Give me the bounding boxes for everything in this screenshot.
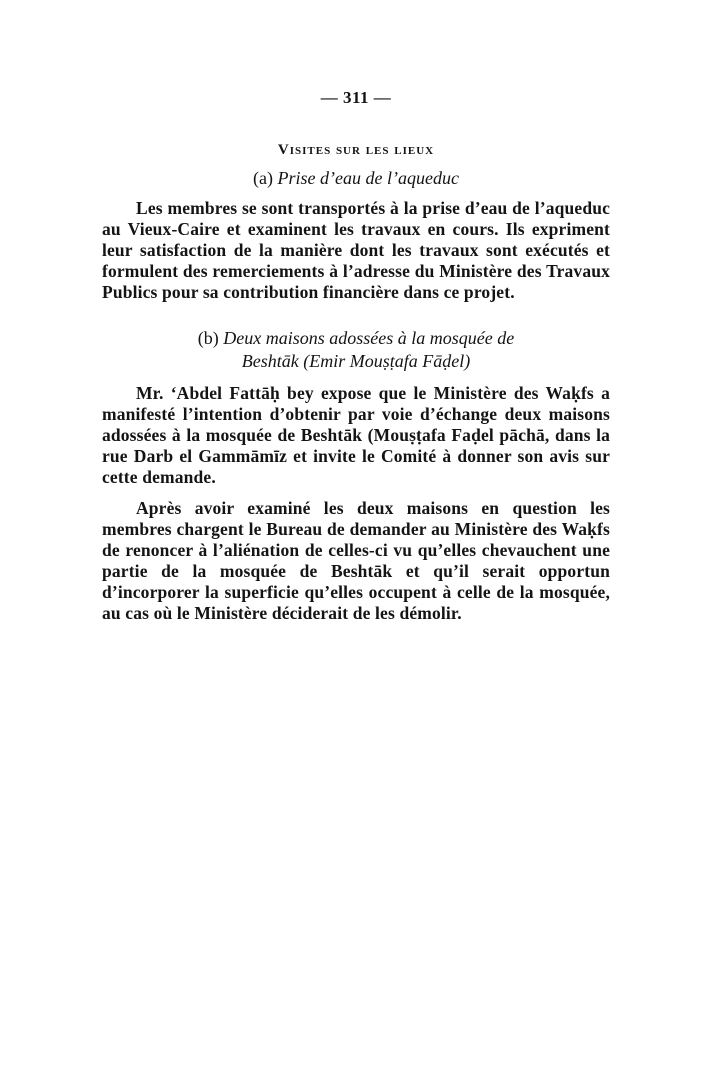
subsection-b-heading (102, 327, 610, 373)
subsection-b-title-line2: Beshtāk (Emir Mouṣṭafa Fāḍel) (241, 351, 471, 371)
subsection-a-paragraph: Les membres se sont transportés à la prise d’eau de l’aqueduc au Vieux-Caire et examinent les travaux en cours. Ils expriment leur satisfaction de la manière dont les travaux sont exécutés et formulent des remerciements à l’adresse du Ministère des Travaux Publics pour sa contribution financière dans ce projet. (102, 198, 610, 302)
subsection-b-paragraph-1: Mr. ‘Abdel Fattāḥ bey expose que le Ministère des Waḳfs a manifesté l’intention d’obtenir par voie d’échange deux maisons adossées à la mosquée de Beshtāk (Mouṣṭafa Faḍel pāchā, dans la rue Darb el Gammāmīz et invite le Comité à donner son avis sur cette demande. (102, 383, 610, 487)
subsection-a-heading (102, 167, 610, 190)
subsection-b-title-line1: Deux maisons adossées à la mosquée de (223, 328, 515, 348)
document-page (102, 88, 610, 624)
subsection-a-title: Prise d’eau de l’aqueduc (277, 168, 459, 188)
subsection-b-label: (b) (197, 328, 219, 348)
subsection-b-paragraph-2: Après avoir examiné les deux maisons en question les membres chargent le Bureau de demander au Ministère des Waḳfs de renoncer à l’aliénation de celles-ci vu qu’elles chevauchent une partie de la mosquée de Beshtāk et qu’il serait opportun d’incorporer la superficie qu’elles occupent à celle de la mosquée, au cas où le Ministère déciderait de les démolir. (102, 498, 610, 623)
page-number: — 311 — (320, 88, 392, 107)
section-title: Visites sur les lieux (277, 142, 435, 158)
subsection-a-label: (a) (253, 168, 274, 188)
